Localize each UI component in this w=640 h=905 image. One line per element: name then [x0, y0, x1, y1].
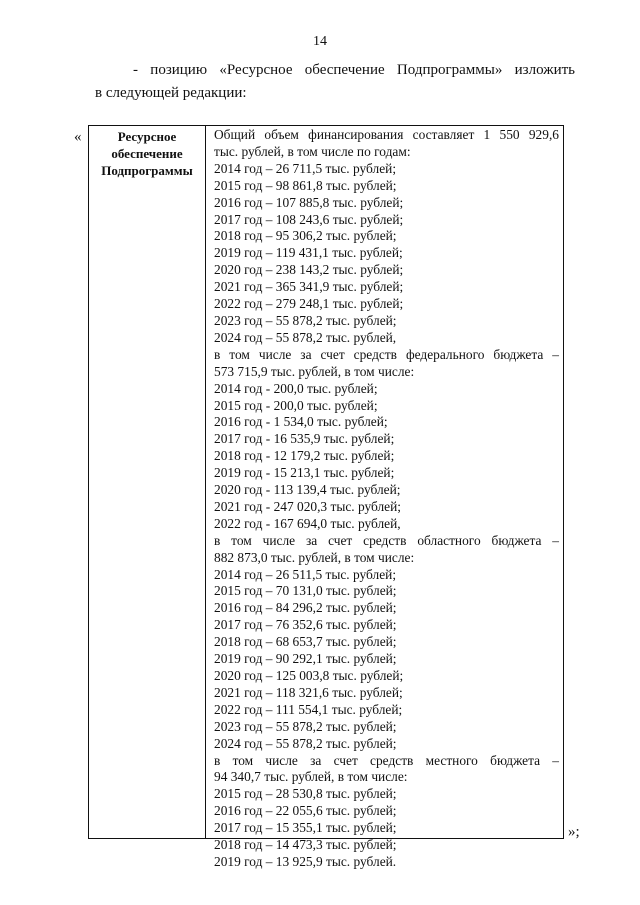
funding-line: 2016 год – 22 055,6 тыс. рублей;	[214, 803, 397, 819]
label-line: Ресурсное	[117, 129, 177, 144]
funding-line: 2016 год – 107 885,8 тыс. рублей;	[214, 194, 404, 210]
funding-line: 2022 год – 111 554,1 тыс. рублей;	[214, 701, 403, 717]
label-line: Подпрограммы	[101, 163, 193, 178]
page-number: 14	[313, 34, 327, 49]
funding-line: 2018 год – 14 473,3 тыс. рублей;	[214, 837, 397, 853]
funding-line: 882 873,0 тыс. рублей, в том числе:	[214, 549, 415, 565]
funding-line: 2020 год – 238 143,2 тыс. рублей;	[214, 262, 404, 278]
funding-line: в том числе за счет средств местного бюджета –	[214, 752, 559, 768]
funding-line: в том числе за счет средств федерального бюджета –	[214, 346, 559, 362]
funding-line: 2019 год – 119 431,1 тыс. рублей;	[214, 245, 403, 261]
funding-line: 2017 год – 15 355,1 тыс. рублей;	[214, 820, 397, 836]
funding-line: 2024 год – 55 878,2 тыс. рублей,	[214, 329, 397, 345]
funding-line: 2022 год - 167 694,0 тыс. рублей,	[214, 515, 401, 531]
funding-line: 2014 год – 26 511,5 тыс. рублей;	[214, 566, 397, 582]
funding-line: 2017 год – 108 243,6 тыс. рублей;	[214, 211, 404, 227]
funding-line: 2018 год – 95 306,2 тыс. рублей;	[214, 228, 397, 244]
funding-line: 2014 год - 200,0 тыс. рублей;	[214, 380, 378, 396]
funding-line: 2019 год – 90 292,1 тыс. рублей;	[214, 651, 397, 667]
funding-line: 2021 год – 118 321,6 тыс. рублей;	[214, 684, 403, 700]
intro-line-1: - позицию «Ресурсное обеспечение Подпрограммы» изложить	[133, 62, 575, 78]
funding-line: 2016 год – 84 296,2 тыс. рублей;	[214, 600, 397, 616]
closing-quote: »;	[568, 824, 580, 840]
funding-line: 2021 год - 247 020,3 тыс. рублей;	[214, 498, 401, 514]
resource-content-cell	[206, 126, 563, 869]
funding-line: 573 715,9 тыс. рублей, в том числе:	[214, 363, 415, 379]
funding-line: 2015 год – 28 530,8 тыс. рублей;	[214, 786, 397, 802]
funding-line: 2024 год – 55 878,2 тыс. рублей;	[214, 735, 397, 751]
funding-line: 2015 год – 70 131,0 тыс. рублей;	[214, 583, 397, 599]
funding-line: 2023 год – 55 878,2 тыс. рублей;	[214, 312, 397, 328]
resource-label-cell	[89, 126, 206, 838]
funding-line: 2017 год – 76 352,6 тыс. рублей;	[214, 617, 397, 633]
funding-line: 2015 год – 98 861,8 тыс. рублей;	[214, 177, 397, 193]
funding-line: 2020 год - 113 139,4 тыс. рублей;	[214, 482, 401, 498]
funding-line: 2022 год – 279 248,1 тыс. рублей;	[214, 296, 404, 312]
opening-quote: «	[74, 129, 82, 145]
funding-line: в том числе за счет средств областного бюджета –	[214, 532, 559, 548]
funding-line: Общий объем финансирования составляет 1 550 929,6	[214, 127, 559, 142]
funding-line: 2016 год - 1 534,0 тыс. рублей;	[214, 414, 388, 430]
resource-table	[88, 125, 564, 869]
funding-line: 94 340,7 тыс. рублей, в том числе:	[214, 769, 408, 785]
funding-line: 2014 год – 26 711,5 тыс. рублей;	[214, 160, 397, 176]
funding-line: 2017 год - 16 535,9 тыс. рублей;	[214, 431, 395, 447]
intro-line-2: в следующей редакции:	[95, 85, 247, 101]
funding-line: 2018 год - 12 179,2 тыс. рублей;	[214, 448, 395, 464]
funding-line: 2021 год – 365 341,9 тыс. рублей;	[214, 279, 404, 295]
funding-line: 2019 год – 13 925,9 тыс. рублей.	[214, 853, 397, 869]
label-line: обеспечение	[111, 146, 183, 161]
funding-line: 2019 год - 15 213,1 тыс. рублей;	[214, 465, 395, 481]
funding-line: 2015 год - 200,0 тыс. рублей;	[214, 397, 378, 413]
funding-line: 2023 год – 55 878,2 тыс. рублей;	[214, 718, 397, 734]
funding-line: тыс. рублей, в том числе по годам:	[214, 143, 411, 159]
funding-line: 2020 год – 125 003,8 тыс. рублей;	[214, 668, 404, 683]
funding-line: 2018 год – 68 653,7 тыс. рублей;	[214, 634, 397, 650]
